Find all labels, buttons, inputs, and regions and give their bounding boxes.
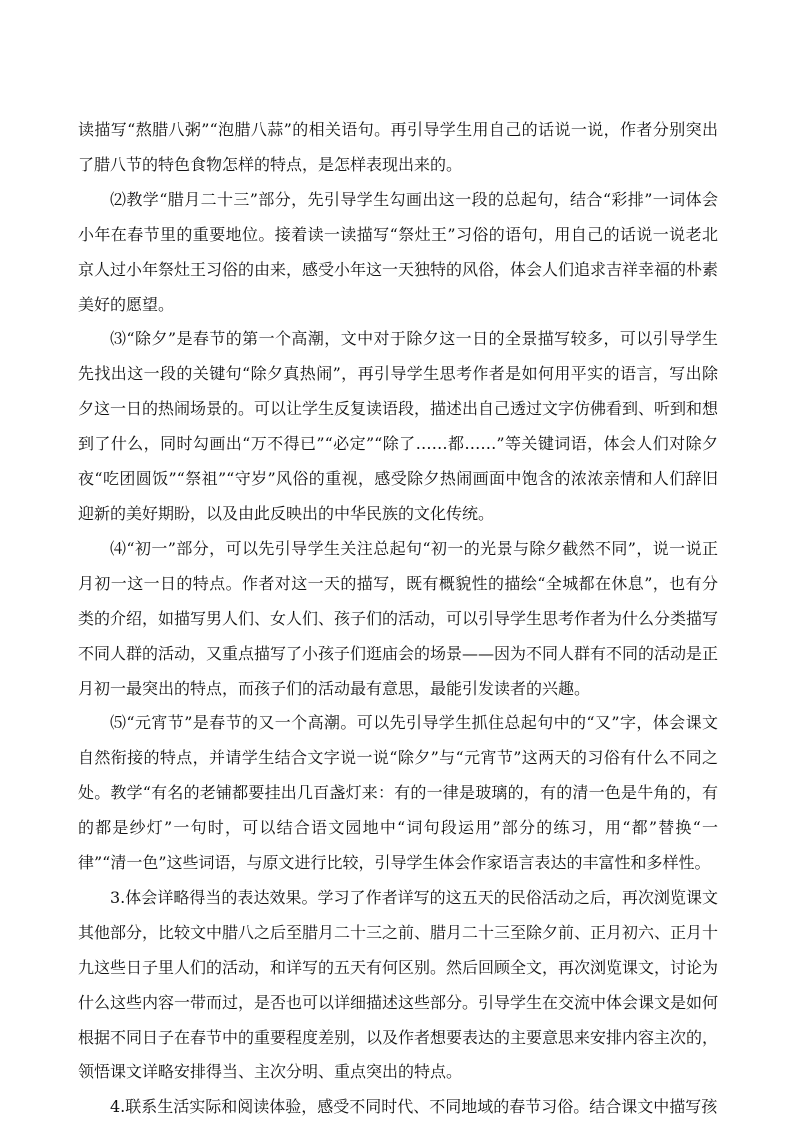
paragraph-chu-xi: ⑶“除夕”是春节的第一个高潮，文中对于除夕这一日的全景描写较多，可以引导学生先找出这一段的关键句“除夕真热闹”，再引导学生思考作者是如何用平实的语言，写出除夕这一日的热闹场景的。可以让学生反复读语段，描述出自己透过文字仿佛看到、听到和想到了什么，同时勾画出“万不得已”“必定”“除了……都……”等关键词语，体会人们对除夕夜“吃团圆饭”“祭祖”“守岁”风俗的重视，感受除夕热闹画面中饱含的浓浓亲情和人们辞旧迎新的美好期盼，以及由此反映出的中华民族的文化传统。 bbox=[78, 329, 719, 523]
paragraph-yuan-xiao-jie: ⑸“元宵节”是春节的又一个高潮。可以先引导学生抓住总起句中的“又”字，体会课文自然衔接的特点，并请学生结合文字说一说“除夕”与“元宵节”这两天的习俗有什么不同之处。教学“有名的老铺都要挂出几百盏灯来：有的一律是玻璃的，有的清一色是牛角的，有的都是纱灯”一句时，可以结合语文园地中“词句段运用”部分的练习，用“都”替换“一律”“清一色”这些词语，与原文进行比较，引导学生体会作家语言表达的丰富性和多样性。 bbox=[78, 713, 718, 873]
paragraph-la-yue-er-shi-san: ⑵教学“腊月二十三”部分，先引导学生勾画出这一段的总起句，结合“彩排”一词体会小年在春节里的重要地位。接着读一读描写“祭灶王”习俗的语句，用自己的话说一说老北京人过小年祭灶王习俗的由来，感受小年这一天独特的风俗，体会人们追求吉祥幸福的朴素美好的愿望。 bbox=[78, 189, 719, 314]
paragraph-continuation: 读描写“熬腊八粥”“泡腊八蒜”的相关语句。再引导学生用自己的话说一说，作者分别突出了腊八节的特色食物怎样的特点，是怎样表现出来的。 bbox=[78, 120, 718, 174]
paragraph-xiang-lue-de-dang: 3.体会详略得当的表达效果。学习了作者详写的这五天的民俗活动之后，再次浏览课文其他部分，比较文中腊八之后至腊月二十三之前、腊月二十三至除夕前、正月初六、正月十九这些日子里人们的活动，和详写的五天有何区别。然后回顾全文，再次浏览课文，讨论为什么这些内容一带而过，是否也可以详细描述这些部分。引导学生在交流中体会课文是如何根据不同日子在春节中的重要程度差别，以及作者想要表达的主要意思来安排内容主次的，领悟课文详略安排得当、主次分明、重点突出的特点。 bbox=[78, 887, 719, 1082]
document-page bbox=[78, 113, 718, 1125]
paragraph-lian-xi-sheng-huo: 4.联系生活实际和阅读体验，感受不同时代、不同地域的春节习俗。结合课文中描写孩 bbox=[110, 1097, 718, 1117]
paragraph-chu-yi: ⑷“初一”部分，可以先引导学生关注总起句“初一的光景与除夕截然不同”，说一说正月初一这一日的特点。作者对这一天的描写，既有概貌性的描绘“全城都在休息”，也有分类的介绍，如描写男人们、女人们、孩子们的活动，可以引导学生思考作者为什么分类描写不同人群的活动，又重点描写了小孩子们逛庙会的场景——因为不同人群有不同的活动是正月初一最突出的特点，而孩子们的活动最有意思，最能引发读者的兴趣。 bbox=[78, 538, 719, 698]
